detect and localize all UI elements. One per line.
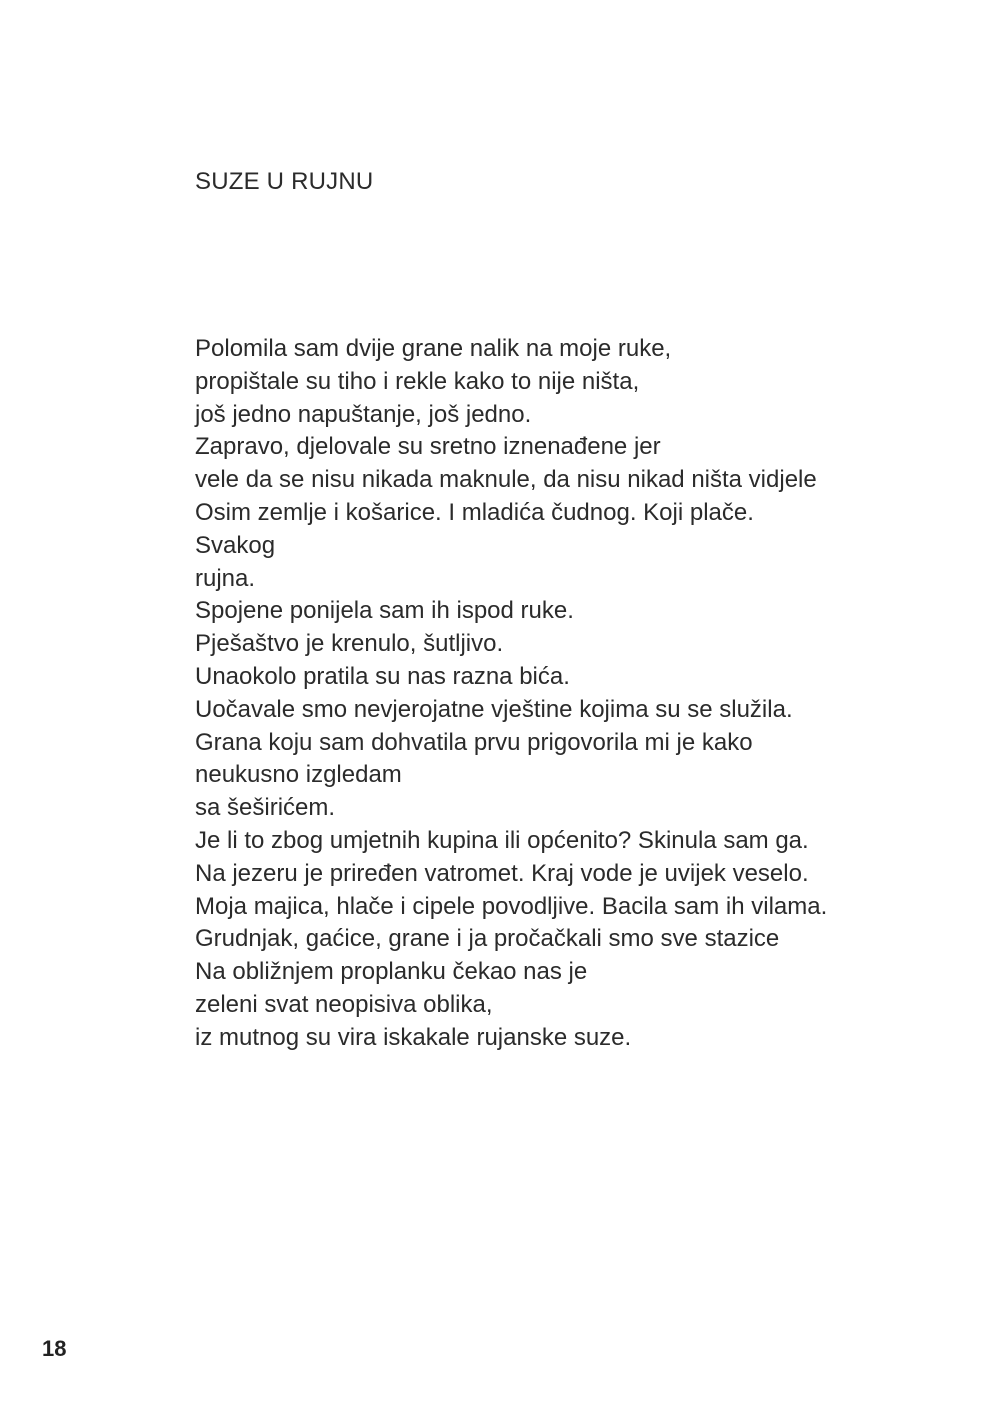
poem-body <box>195 333 955 1055</box>
poem-line: vele da se nisu nikada maknule, da nisu nikad ništa vidjele <box>195 466 817 494</box>
poem-line: Je li to zbog umjetnih kupina ili općenito? Skinula sam ga. <box>195 826 809 854</box>
poem-line: Pješaštvo je krenulo, šutljivo. <box>195 630 504 658</box>
poem-line: još jedno napuštanje, još jedno. <box>195 400 532 428</box>
poem-line: Grana koju sam dohvatila prvu prigovorila mi je kako <box>195 728 753 756</box>
page-number: 18 <box>42 1336 67 1361</box>
poem-line: Spojene ponijela sam ih ispod ruke. <box>195 597 574 625</box>
poem-line: Zapravo, djelovale su sretno iznenađene jer <box>195 433 661 461</box>
poem-line: sa šeširićem. <box>195 794 336 822</box>
poem-line: zeleni svat neopisiva oblika, <box>195 990 493 1018</box>
poem-line: Na jezeru je priređen vatromet. Kraj vode je uvijek veselo. <box>195 859 809 887</box>
poem-line: iz mutnog su vira iskakale rujanske suze. <box>195 1023 632 1051</box>
poem-line: Unaokolo pratila su nas razna bića. <box>195 662 570 690</box>
poem-line: Svakog <box>195 531 276 559</box>
poem-line: Moja majica, hlače i cipele povodljive. Bacila sam ih vilama. <box>195 892 828 920</box>
poem-line: propištale su tiho i rekle kako to nije ništa, <box>195 367 640 395</box>
poem-line: Grudnjak, gaćice, grane i ja pročačkali smo sve stazice <box>195 925 780 953</box>
poem-line: neukusno izgledam <box>195 761 402 789</box>
poem-line: rujna. <box>195 564 256 592</box>
poem-title: SUZE U RUJNU <box>195 168 374 195</box>
poem-line: Na obližnjem proplanku čekao nas je <box>195 958 588 986</box>
poem-line: Polomila sam dvije grane nalik na moje ruke, <box>195 335 672 362</box>
poem-line: Uočavale smo nevjerojatne vještine kojima su se služila. <box>195 695 793 723</box>
poem-line: Osim zemlje i košarice. I mladića čudnog. Koji plače. <box>195 498 754 526</box>
